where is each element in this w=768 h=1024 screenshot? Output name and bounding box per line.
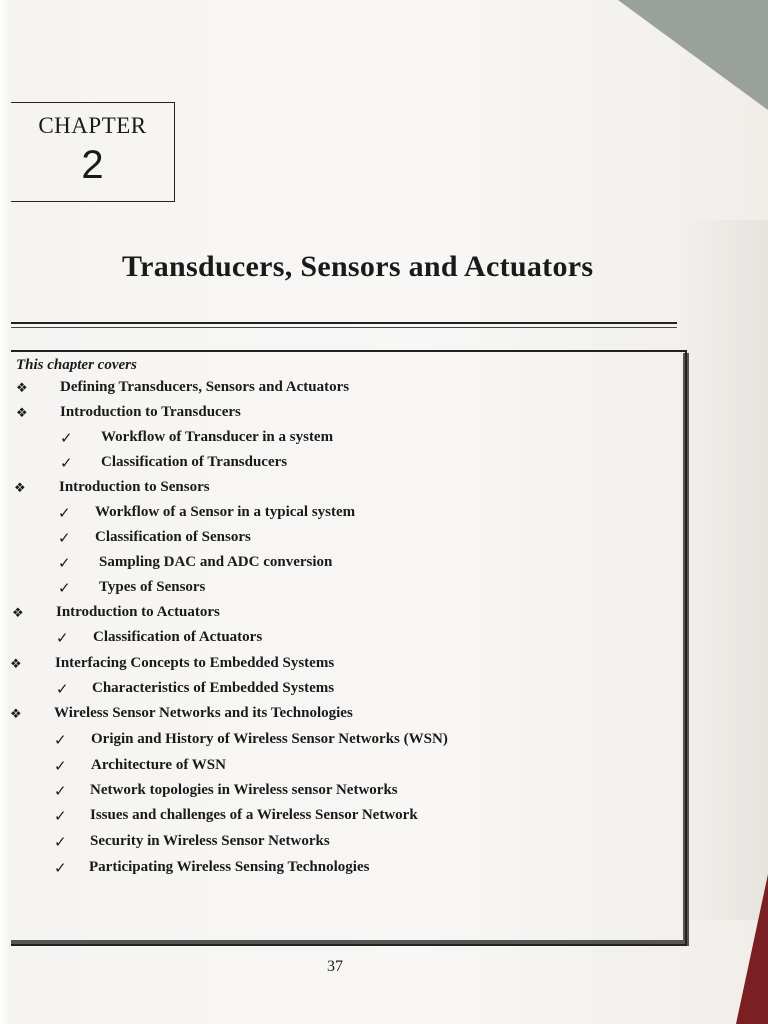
- covers-list-item-text: Types of Sensors: [99, 579, 206, 595]
- covers-list-item-text: Classification of Sensors: [95, 529, 251, 545]
- chapter-title: Transducers, Sensors and Actuators: [122, 250, 594, 283]
- covers-list-item-text: Participating Wireless Sensing Technologies: [89, 859, 370, 875]
- covers-list-item-text: Introduction to Actuators: [56, 604, 220, 620]
- covers-list-item-text: Defining Transducers, Sensors and Actuators: [60, 379, 350, 395]
- diamond-bullet-icon: ❖: [16, 405, 28, 420]
- checkmark-icon: ✓: [56, 631, 69, 647]
- covers-list-item-text: Network topologies in Wireless sensor Networks: [90, 782, 398, 798]
- covers-list-item-text: Classification of Actuators: [93, 629, 263, 645]
- chapter-number: 2: [81, 143, 104, 187]
- checkmark-icon: ✓: [60, 456, 73, 472]
- chapter-label: CHAPTER: [38, 113, 147, 138]
- checkmark-icon: ✓: [54, 759, 67, 775]
- chapter-box: [11, 102, 175, 202]
- covers-list-item-text: Workflow of a Sensor in a typical system: [95, 504, 356, 520]
- checkmark-icon: ✓: [54, 809, 67, 825]
- checkmark-icon: ✓: [58, 531, 71, 547]
- checkmark-icon: ✓: [58, 506, 71, 522]
- checkmark-icon: ✓: [54, 861, 67, 877]
- diamond-bullet-icon: ❖: [10, 706, 22, 721]
- covers-list-item-text: Architecture of WSN: [91, 757, 226, 773]
- covers-list-item-text: Classification of Transducers: [101, 454, 288, 470]
- background-corner-top-right: [618, 0, 768, 110]
- covers-list-item-text: Workflow of Transducer in a system: [101, 429, 334, 445]
- checkmark-icon: ✓: [56, 682, 69, 698]
- background-corner-bottom-right: [736, 874, 768, 1024]
- checkmark-icon: ✓: [58, 556, 71, 572]
- covers-list-item-text: Security in Wireless Sensor Networks: [90, 833, 330, 849]
- checkmark-icon: ✓: [54, 784, 67, 800]
- covers-list-item-text: Introduction to Sensors: [59, 479, 210, 495]
- covers-list-item-text: Sampling DAC and ADC conversion: [99, 554, 333, 570]
- diamond-bullet-icon: ❖: [10, 656, 22, 671]
- covers-list-item-text: Origin and History of Wireless Sensor Networks (WSN): [91, 731, 448, 747]
- covers-heading: This chapter covers: [16, 357, 137, 373]
- diamond-bullet-icon: ❖: [12, 605, 24, 620]
- title-rule-thin: [11, 327, 677, 328]
- page-bleed-through: [678, 220, 768, 920]
- covers-list-item-text: Issues and challenges of a Wireless Sensor Network: [90, 807, 418, 823]
- covers-list-item-text: Introduction to Transducers: [60, 404, 241, 420]
- checkmark-icon: ✓: [60, 431, 73, 447]
- diamond-bullet-icon: ❖: [14, 480, 26, 495]
- page-edge-left: [0, 0, 11, 1024]
- checkmark-icon: ✓: [58, 581, 71, 597]
- diamond-bullet-icon: ❖: [16, 380, 28, 395]
- page-number: 37: [327, 958, 343, 975]
- covers-list-item-text: Interfacing Concepts to Embedded Systems: [55, 655, 335, 671]
- covers-list-item-text: Characteristics of Embedded Systems: [92, 680, 335, 696]
- checkmark-icon: ✓: [54, 835, 67, 851]
- title-rule-thick: [11, 322, 677, 324]
- covers-list-item-text: Wireless Sensor Networks and its Technologies: [54, 705, 353, 721]
- checkmark-icon: ✓: [54, 733, 67, 749]
